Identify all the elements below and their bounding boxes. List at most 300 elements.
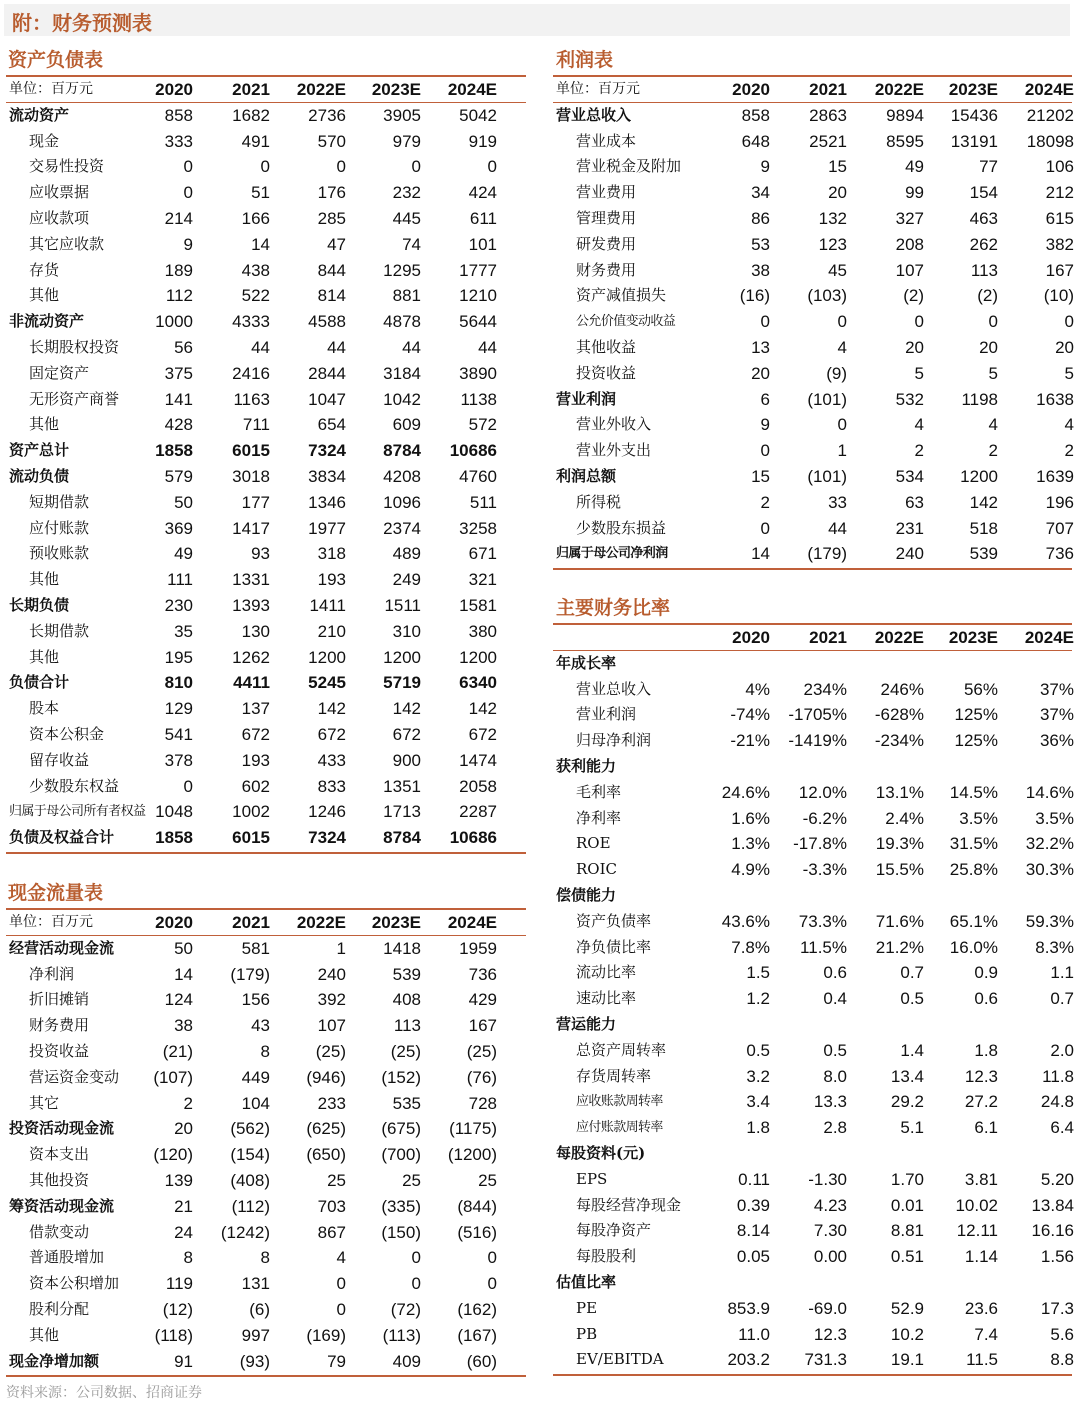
row-label: 估值比率 [556, 1273, 617, 1291]
table-row [553, 1296, 1072, 1322]
row-label: 应付账款周转率 [576, 1120, 663, 1136]
row-value: 44 [327, 338, 346, 357]
row-label: 长期负债 [9, 596, 70, 614]
year-header: 2020 [155, 80, 193, 99]
row-value: 113 [970, 260, 998, 280]
row-value: 814 [317, 286, 346, 306]
row-label: 资本公积增加 [29, 1274, 120, 1293]
row-label: 股利分配 [29, 1300, 90, 1318]
row-value: 4588 [308, 312, 346, 332]
row-value: (101) [807, 389, 847, 409]
row-value: 65.1% [949, 911, 998, 931]
row-value: 142 [392, 699, 421, 719]
row-value: 518 [969, 518, 998, 538]
row-value: 1 [837, 441, 847, 461]
row-label: 每股股利 [576, 1247, 637, 1266]
row-value: 0.00 [813, 1247, 847, 1267]
row-label: 营业总收入 [576, 679, 652, 698]
table-row [553, 780, 1072, 806]
row-label: 筹资活动现金流 [9, 1196, 115, 1215]
row-label: 留存收益 [29, 750, 90, 769]
row-value: 1200 [960, 467, 998, 486]
row-value: -17.8% [793, 834, 847, 854]
row-label: 股本 [29, 699, 60, 718]
row-value: 12.3 [964, 1066, 998, 1086]
row-value: (6) [249, 1300, 270, 1319]
row-label: 净负债比率 [576, 937, 652, 956]
year-header: 2021 [232, 80, 270, 99]
row-value: 196 [1045, 492, 1074, 512]
row-value: 611 [469, 209, 497, 228]
row-value: 20 [979, 338, 998, 357]
table-row [6, 567, 526, 593]
row-value: (946) [306, 1067, 346, 1087]
row-value: 5 [1064, 363, 1074, 383]
row-value: 44 [251, 338, 270, 357]
row-label: 净利润 [29, 964, 75, 983]
row-value: 8 [260, 1042, 270, 1061]
row-value: 16.16 [1031, 1221, 1074, 1241]
row-value: 38 [751, 260, 770, 280]
row-value: 539 [969, 544, 998, 564]
row-value: 672 [392, 725, 421, 744]
table-row [6, 1065, 526, 1091]
row-value: 10686 [449, 441, 497, 461]
row-value: 463 [969, 209, 998, 228]
row-value: 489 [392, 544, 421, 564]
row-value: 541 [164, 725, 193, 744]
row-value: 380 [468, 621, 497, 641]
table-row [553, 206, 1072, 232]
table-row [6, 412, 526, 438]
row-label: 营运能力 [556, 1015, 617, 1033]
table-row [6, 335, 526, 361]
row-value: 1351 [383, 776, 421, 796]
row-label: 少数股东损益 [576, 518, 667, 537]
year-header: 2023E [371, 80, 421, 99]
row-value: 6340 [459, 673, 497, 693]
row-value: 1331 [232, 570, 270, 590]
row-value: 9894 [886, 105, 924, 125]
row-value: 327 [895, 209, 924, 228]
row-value: 232 [392, 183, 421, 203]
row-value: 867 [317, 1222, 346, 1242]
row-value: (167) [457, 1325, 497, 1345]
table-row [553, 702, 1072, 728]
table-row [553, 464, 1072, 490]
row-value: (562) [230, 1119, 270, 1139]
row-value: 25 [327, 1171, 346, 1190]
row-value: 1262 [232, 647, 270, 667]
table-row [553, 309, 1072, 335]
row-value: -628% [874, 705, 924, 725]
row-value: 44 [828, 518, 847, 538]
row-value: 154 [969, 183, 998, 203]
row-value: 0 [837, 415, 847, 435]
table-row [553, 1244, 1072, 1270]
row-value: 7324 [308, 828, 346, 848]
row-label: 总资产周转率 [576, 1040, 667, 1059]
row-value: 881 [392, 286, 421, 306]
row-value: 53 [751, 234, 770, 254]
row-value: 4 [988, 415, 998, 435]
row-value: 1682 [232, 105, 270, 125]
row-value: 0.11 [738, 1169, 770, 1189]
row-value: 731.3 [804, 1350, 847, 1370]
row-label: 营业外支出 [576, 441, 652, 460]
row-value: 532 [895, 389, 924, 409]
table-row [6, 361, 526, 387]
row-label: 应收款项 [29, 209, 90, 227]
year-header: 2020 [155, 913, 193, 932]
row-value: 112 [165, 286, 193, 306]
row-value: 2416 [232, 363, 270, 383]
row-label: 长期借款 [29, 621, 90, 640]
row-value: 7.30 [813, 1221, 847, 1241]
row-value: 203.2 [727, 1350, 770, 1370]
row-value: (101) [807, 467, 847, 486]
row-value: (152) [381, 1067, 421, 1087]
table-row [553, 651, 1072, 677]
row-label: 速动比率 [576, 989, 637, 1008]
table-row [6, 490, 526, 516]
row-value: 91 [174, 1351, 193, 1371]
row-value: 104 [241, 1093, 270, 1113]
row-value: 1198 [961, 389, 998, 409]
row-value: 5245 [308, 673, 346, 693]
row-value: 539 [392, 964, 421, 984]
row-value: 50 [174, 492, 193, 512]
row-value: 0 [760, 441, 770, 461]
table-row [6, 1091, 526, 1117]
row-label: 流动资产 [9, 105, 70, 124]
row-value: 6015 [232, 828, 270, 848]
row-value: 853.9 [727, 1298, 770, 1318]
row-value: 130 [241, 621, 270, 641]
row-label: 资产负债率 [576, 911, 652, 930]
row-label: 现金 [29, 131, 60, 150]
row-value: 234% [803, 679, 847, 699]
year-header: 2021 [809, 80, 847, 99]
row-value: 4 [336, 1248, 346, 1268]
table-row [553, 258, 1072, 284]
row-value: 124 [164, 990, 193, 1010]
row-label: 应收票据 [29, 183, 90, 202]
row-value: 1511 [384, 596, 421, 615]
row-value: (25) [315, 1042, 346, 1061]
row-value: 428 [164, 415, 193, 435]
table-row [553, 103, 1072, 129]
row-value: 51 [251, 183, 270, 203]
unit-label: 单位：百万元 [9, 914, 93, 930]
row-value: 1411 [309, 596, 346, 615]
row-value: 18098 [1026, 131, 1074, 151]
row-value: 9 [183, 234, 193, 254]
row-label: 负债及权益合计 [9, 828, 115, 847]
balance-sheet-title: 资产负债表 [8, 49, 104, 71]
year-header: 2022E [296, 913, 346, 932]
table-row [553, 909, 1072, 935]
row-value: 0 [411, 157, 421, 177]
row-value: 1.2 [746, 989, 770, 1009]
row-value: 125% [954, 731, 998, 751]
row-label: 其他 [29, 286, 60, 305]
table-bottom-rule [553, 1374, 1072, 1376]
row-value: 240 [317, 964, 346, 984]
row-label: 归属于母公司所有者权益 [9, 804, 146, 820]
row-value: 3890 [459, 363, 497, 383]
table-header-row [6, 910, 526, 936]
row-value: (2) [903, 286, 924, 306]
table-row [553, 1322, 1072, 1348]
page-title: 附：财务预测表 [12, 11, 152, 35]
row-value: 195 [164, 647, 193, 667]
row-value: 1.5 [746, 963, 770, 983]
row-value: 1.14 [964, 1247, 998, 1267]
row-value: 10686 [449, 828, 497, 848]
row-value: 285 [317, 209, 346, 228]
row-value: 369 [164, 518, 193, 538]
year-header: 2021 [809, 628, 847, 647]
row-value: 2 [183, 1093, 193, 1113]
row-value: 176 [317, 183, 346, 203]
row-label: 应收账款周转率 [576, 1094, 663, 1110]
row-value: 8.14 [736, 1221, 770, 1241]
row-value: (1175) [449, 1119, 497, 1139]
row-label: 其它 [29, 1093, 60, 1112]
row-value: 107 [317, 1016, 346, 1036]
table-row [6, 1013, 526, 1039]
row-value: (76) [466, 1067, 497, 1087]
row-value: 0 [183, 776, 193, 796]
row-value: 44 [478, 338, 497, 357]
row-value: 2374 [383, 518, 421, 538]
row-label: 少数股东权益 [29, 776, 120, 795]
row-label: 借款变动 [29, 1222, 90, 1241]
row-label: 其他 [29, 570, 60, 589]
row-value: 37% [1039, 705, 1074, 725]
table-row [6, 283, 526, 309]
row-value: 919 [468, 131, 497, 151]
row-value: 14 [251, 234, 270, 254]
row-value: 5042 [459, 105, 497, 125]
row-value: 13.3 [813, 1092, 847, 1112]
row-label: 获利能力 [556, 757, 617, 775]
row-value: 1.8 [974, 1040, 998, 1060]
row-value: 35 [174, 621, 193, 641]
row-value: 1210 [459, 286, 497, 306]
row-value: 14 [751, 544, 770, 564]
row-value: 24 [174, 1222, 193, 1242]
row-label: 偿债能力 [556, 886, 617, 904]
row-value: 15 [751, 467, 770, 486]
row-value: 433 [317, 750, 346, 770]
row-label: 资本公积金 [29, 725, 105, 743]
row-value: (118) [154, 1325, 193, 1345]
row-value: (179) [230, 964, 270, 984]
row-value: 0.5 [746, 1040, 770, 1060]
row-value: 3.2 [746, 1066, 770, 1086]
row-value: 4.9% [731, 860, 770, 880]
table-row [6, 1245, 526, 1271]
row-value: 1393 [232, 596, 270, 615]
row-value: 321 [468, 570, 497, 590]
row-value: (844) [457, 1196, 497, 1216]
row-value: 0 [411, 1274, 421, 1294]
row-value: 0 [336, 1300, 346, 1319]
row-value: 0.51 [890, 1247, 924, 1267]
table-row [6, 619, 526, 645]
row-value: 1042 [383, 389, 421, 409]
row-value: 210 [317, 621, 346, 641]
row-value: 262 [969, 234, 998, 254]
row-value: 2 [760, 492, 770, 512]
year-header: 2020 [732, 80, 770, 99]
row-value: (2) [977, 286, 998, 306]
year-header: 2023E [948, 628, 998, 647]
row-value: 49 [905, 157, 924, 177]
table-row [553, 960, 1072, 986]
row-value: 132 [818, 209, 847, 228]
table-row [553, 883, 1072, 909]
table-bottom-rule [6, 1375, 526, 1377]
table-row [6, 1116, 526, 1142]
row-value: 13.4 [890, 1066, 924, 1086]
row-value: 17.3 [1040, 1298, 1074, 1318]
row-value: 1858 [155, 828, 193, 848]
row-value: 382 [1045, 234, 1074, 254]
unit-label: 单位：百万元 [556, 81, 640, 97]
row-value: 0.5 [900, 989, 924, 1009]
row-value: 29.2 [890, 1092, 924, 1112]
row-value: 5.6 [1050, 1324, 1074, 1344]
row-value: 1200 [308, 647, 346, 667]
row-value: 424 [468, 183, 497, 203]
row-value: 30.3% [1025, 860, 1074, 880]
table-row [6, 387, 526, 413]
row-value: 0.5 [823, 1040, 847, 1060]
row-value: 7324 [308, 441, 346, 461]
row-value: 0 [183, 183, 193, 203]
row-label: 长期股权投资 [29, 338, 120, 356]
row-value: 56% [963, 679, 998, 699]
row-value: 5.20 [1040, 1169, 1074, 1189]
table-row [553, 1193, 1072, 1219]
table-row [553, 1115, 1072, 1141]
row-label: 其他 [29, 1325, 60, 1344]
row-label: EPS [576, 1169, 608, 1188]
row-value: (700) [381, 1145, 421, 1165]
row-value: 602 [241, 776, 270, 796]
row-value: 0.7 [900, 963, 924, 983]
row-value: 409 [392, 1351, 421, 1371]
row-value: 1777 [459, 260, 497, 280]
row-value: 8784 [383, 828, 421, 848]
row-value: 2287 [459, 802, 497, 822]
row-label: 营业费用 [576, 183, 637, 202]
row-value: 71.6% [875, 911, 924, 931]
row-value: (72) [390, 1300, 421, 1319]
row-value: 672 [468, 725, 497, 744]
row-value: 711 [242, 415, 270, 435]
row-value: 193 [241, 750, 270, 770]
row-value: 0.6 [974, 989, 998, 1009]
table-row [6, 696, 526, 722]
row-value: 392 [317, 990, 346, 1010]
row-label: 经营活动现金流 [9, 938, 115, 957]
row-value: 581 [241, 938, 270, 958]
row-value: 13.84 [1031, 1195, 1074, 1215]
table-row [553, 490, 1072, 516]
row-value: 14.6% [1025, 782, 1074, 802]
row-value: 511 [469, 492, 497, 512]
row-value: (60) [466, 1351, 497, 1371]
row-label: 营运资金变动 [29, 1067, 120, 1086]
row-value: 0 [988, 312, 998, 332]
year-header: 2024E [1024, 80, 1074, 99]
row-value: 3.5% [959, 808, 998, 828]
row-value: 2844 [308, 363, 346, 383]
row-value: 375 [164, 363, 193, 383]
row-value: 0 [183, 157, 193, 177]
row-value: 0.9 [974, 963, 998, 983]
row-value: 0.4 [823, 989, 847, 1009]
table-row [6, 1271, 526, 1297]
row-value: 1295 [383, 260, 421, 280]
row-label: ROIC [576, 860, 617, 879]
row-value: 25 [478, 1171, 497, 1190]
row-value: 0 [336, 157, 346, 177]
row-label: EV/EBITDA [576, 1350, 664, 1369]
row-value: -1705% [788, 705, 847, 725]
row-value: 1 [336, 938, 346, 958]
row-value: 107 [895, 260, 924, 280]
row-value: 810 [164, 673, 193, 693]
row-value: 2 [988, 441, 998, 461]
table-row [6, 464, 526, 490]
row-value: 1200 [383, 647, 421, 667]
row-value: 7.4 [974, 1324, 998, 1344]
row-value: 1138 [460, 389, 497, 409]
row-value: 1.8 [746, 1118, 770, 1138]
row-label: 短期借款 [29, 492, 90, 511]
row-value: 249 [392, 570, 421, 590]
row-value: 2058 [459, 776, 497, 796]
row-value: 3834 [308, 467, 346, 486]
table-row [6, 232, 526, 258]
row-value: 34 [751, 183, 770, 203]
row-value: 214 [164, 209, 193, 228]
row-label: 非流动资产 [9, 312, 85, 331]
table-row [6, 1168, 526, 1194]
row-label: 投资收益 [576, 363, 637, 382]
row-value: -6.2% [802, 808, 847, 828]
row-value: 177 [241, 492, 270, 512]
table-row [553, 438, 1072, 464]
row-value: 858 [164, 105, 193, 125]
row-value: 231 [895, 518, 924, 538]
table-row [553, 335, 1072, 361]
row-label: 财务费用 [29, 1016, 90, 1035]
table-row [553, 1012, 1072, 1038]
table-row [6, 180, 526, 206]
table-row [6, 722, 526, 748]
year-header: 2020 [732, 628, 770, 647]
row-value: 1.1 [1050, 963, 1074, 983]
row-value: 3258 [459, 518, 497, 538]
row-label: 流动负债 [9, 467, 70, 485]
row-value: 449 [241, 1067, 270, 1087]
